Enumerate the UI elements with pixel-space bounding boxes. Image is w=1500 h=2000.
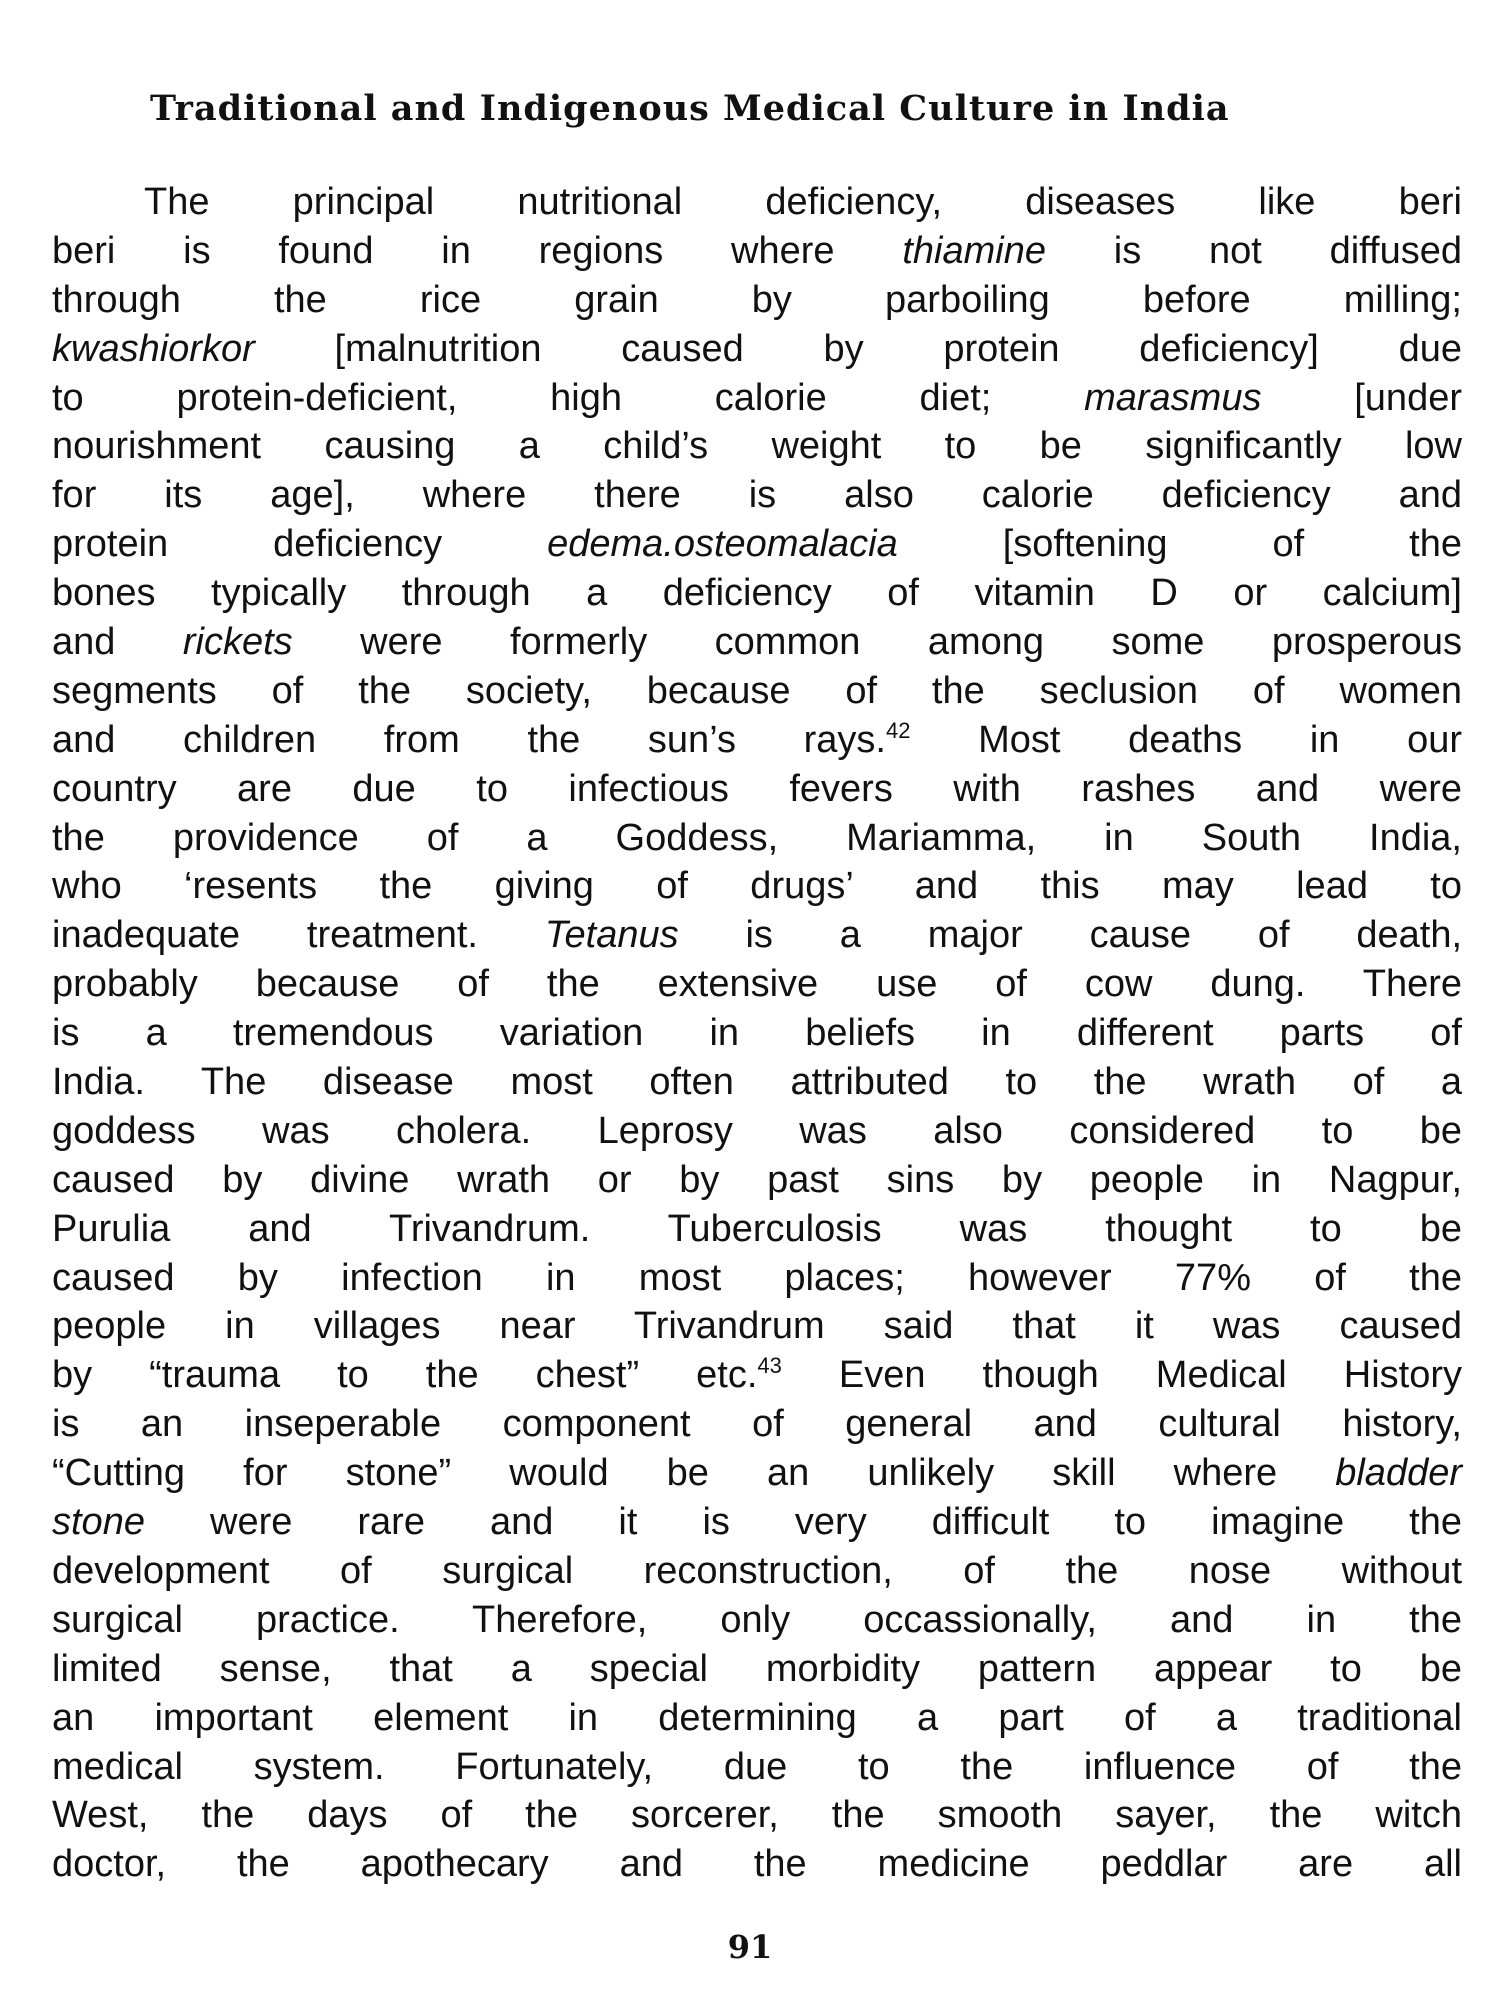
- text-run: is not diffused: [1045, 229, 1462, 272]
- text-run: India. The disease most often attributed to the wrath of a: [52, 1061, 1462, 1104]
- italic-term: rickets: [182, 621, 293, 664]
- text-line: [52, 1791, 1462, 1840]
- italic-term: thiamine: [902, 229, 1046, 272]
- italic-term: bladder: [1335, 1452, 1462, 1495]
- text-line: [52, 911, 1462, 960]
- text-run: [malnutrition caused by protein deficiency] due: [254, 327, 1462, 370]
- text-run: nourishment causing a child’s weight to be significantly low: [52, 425, 1462, 468]
- text-line: [52, 178, 1462, 227]
- text-run: surgical practice. Therefore, only occassionally, and in the: [52, 1598, 1462, 1641]
- text-line: [52, 1156, 1462, 1205]
- text-line: [52, 960, 1462, 1009]
- footnote-reference: 42: [885, 717, 911, 743]
- text-line: [52, 276, 1462, 325]
- text-line: [52, 520, 1462, 569]
- text-line: [52, 374, 1462, 423]
- text-run: probably because of the extensive use of cow dung. There: [52, 963, 1462, 1006]
- text-line: [52, 862, 1462, 911]
- text-run: The principal nutritional deficiency, diseases like beri: [144, 181, 1462, 223]
- text-line: [52, 1058, 1462, 1107]
- text-run: beri is found in regions where: [52, 229, 903, 272]
- text-line: [52, 1694, 1462, 1743]
- text-run: [softening of the: [897, 523, 1462, 566]
- text-line: [52, 1400, 1462, 1449]
- text-run: by “trauma to the chest” etc.: [52, 1354, 758, 1397]
- text-line: [52, 569, 1462, 618]
- text-run: segments of the society, because of the seclusion of women: [52, 669, 1462, 712]
- text-line: [52, 1107, 1462, 1156]
- text-line: [52, 1351, 1462, 1400]
- italic-term: marasmus: [1084, 376, 1262, 419]
- text-line: [52, 1498, 1462, 1547]
- text-line: [52, 618, 1462, 667]
- text-run: limited sense, that a special morbidity pattern appear to be: [52, 1647, 1462, 1690]
- text-run: medical system. Fortunately, due to the influence of the: [52, 1745, 1462, 1788]
- text-line: [52, 716, 1462, 765]
- text-line: [52, 471, 1462, 520]
- body-paragraph: [52, 178, 1462, 1889]
- text-line: [52, 1645, 1462, 1694]
- italic-term: edema.osteomalacia: [547, 523, 898, 566]
- text-line: [52, 1547, 1462, 1596]
- text-run: protein deficiency: [52, 523, 548, 566]
- text-run: West, the days of the sorcerer, the smooth sayer, the witch: [52, 1794, 1462, 1837]
- text-run: is an inseperable component of general and cultural history,: [52, 1403, 1462, 1446]
- page-number: 91: [727, 1928, 773, 1966]
- italic-term: kwashiorkor: [52, 327, 255, 370]
- italic-term: stone: [52, 1501, 145, 1544]
- text-run: [under: [1261, 376, 1462, 419]
- text-run: through the rice grain by parboiling before milling;: [52, 278, 1462, 321]
- text-run: people in villages near Trivandrum said that it was caused: [52, 1305, 1462, 1348]
- italic-term: Tetanus: [544, 914, 679, 957]
- text-run: and children from the sun’s rays.: [52, 718, 886, 761]
- text-run: Most deaths in our: [910, 718, 1462, 761]
- text-run: and: [52, 621, 183, 664]
- text-run: an important element in determining a part of a traditional: [52, 1696, 1462, 1739]
- text-line: [52, 1205, 1462, 1254]
- text-run: who ‘resents the giving of drugs’ and this may lead to: [52, 865, 1462, 908]
- text-line: [52, 422, 1462, 471]
- text-line: [52, 1254, 1462, 1303]
- text-line: [52, 765, 1462, 814]
- text-run: is a tremendous variation in beliefs in different parts of: [52, 1012, 1462, 1055]
- text-run: caused by infection in most places; however 77% of the: [52, 1256, 1462, 1299]
- text-run: for its age], where there is also calorie deficiency and: [52, 474, 1462, 517]
- text-run: Purulia and Trivandrum. Tuberculosis was thought to be: [52, 1207, 1462, 1250]
- text-run: the providence of a Goddess, Mariamma, in South India,: [52, 816, 1462, 859]
- text-run: country are due to infectious fevers with rashes and were: [52, 767, 1462, 810]
- footnote-reference: 43: [757, 1353, 782, 1379]
- text-line: [52, 1009, 1462, 1058]
- text-run: bones typically through a deficiency of vitamin D or calcium]: [52, 572, 1462, 615]
- text-run: to protein-deficient, high calorie diet;: [52, 376, 1085, 419]
- running-head-title: Traditional and Indigenous Medical Culture in India: [150, 88, 1230, 129]
- text-line: [52, 814, 1462, 863]
- text-line: [52, 667, 1462, 716]
- text-run: doctor, the apothecary and the medicine peddlar are all: [52, 1843, 1462, 1886]
- text-line: [52, 325, 1462, 374]
- text-run: “Cutting for stone” would be an unlikely skill where: [52, 1452, 1336, 1495]
- text-run: inadequate treatment.: [52, 914, 545, 957]
- text-run: were rare and it is very difficult to imagine the: [144, 1501, 1462, 1544]
- text-line: [52, 1449, 1462, 1498]
- text-run: were formerly common among some prosperous: [292, 621, 1462, 664]
- text-run: goddess was cholera. Leprosy was also considered to be: [52, 1109, 1462, 1152]
- text-line: [52, 1743, 1462, 1792]
- text-run: is a major cause of death,: [678, 914, 1463, 957]
- text-run: Even though Medical History: [781, 1354, 1463, 1397]
- text-line: [52, 1302, 1462, 1351]
- text-run: development of surgical reconstruction, of the nose without: [52, 1549, 1462, 1592]
- text-line: [52, 1840, 1462, 1889]
- text-line: [52, 1596, 1462, 1645]
- text-run: caused by divine wrath or by past sins by people in Nagpur,: [52, 1158, 1462, 1201]
- text-line: [52, 227, 1462, 276]
